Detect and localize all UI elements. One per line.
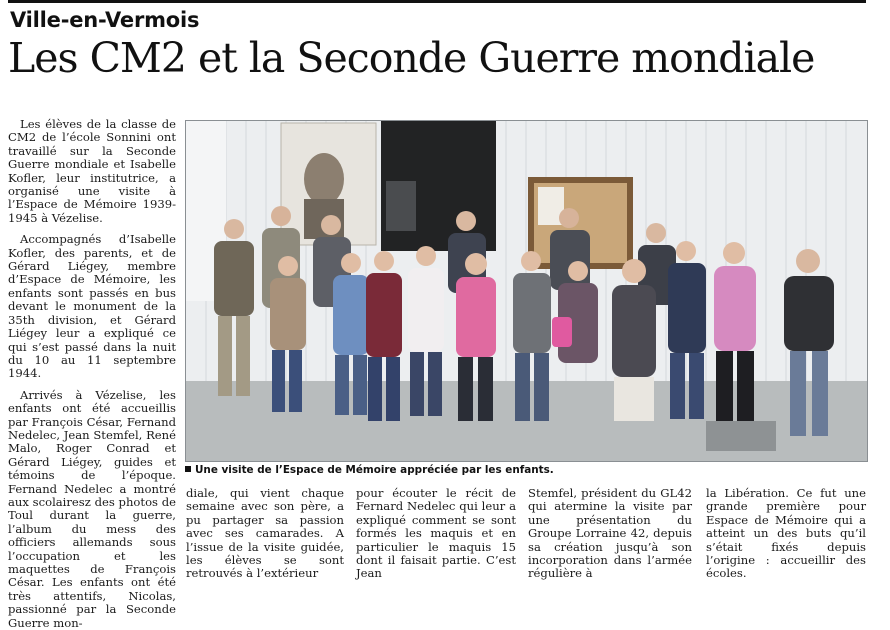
column-3-text: pour écouter le récit de Fernard Nedelec qui leur a expliqué comment se sont formés les maquis et en particulier le maquis 15 dont il faisait partie. C’est Jean <box>356 486 516 581</box>
column-4-text: Stemfel, président du GL42 qui atermine la visite par une présentation du Groupe Lorraine 42, depuis sa création jusqu’à son incorporation dans l’armée régulière à <box>528 486 692 581</box>
article-headline: Les CM2 et la Seconde Guerre mondiale <box>8 34 815 82</box>
article-column-1 <box>8 117 176 630</box>
top-rule <box>8 0 866 3</box>
caption-text: Une visite de l’Espace de Mémoire appréciée par les enfants. <box>195 464 554 476</box>
article-column-2 <box>186 486 344 581</box>
article-photo <box>185 120 868 462</box>
caption-square-icon <box>185 466 191 472</box>
article-column-3 <box>356 486 516 581</box>
paragraph-2: Accompagnés d’Isabelle Kofler, des parents, et de Gérard Liégey, membre d’Espace de Mémoire, les enfants sont passés en bus devant le monument de la 35th division, et Gérard Liégey leur a expliqué ce qui s’est passé dans la nuit du 10 au 11 septembre 1944. <box>8 232 176 381</box>
column-2-text: diale, qui vient chaque semaine avec son père, a pu partager sa passion avec ses camarades. A l’issue de la visite guidée, les élèves se sont retrouvés à l’extérieur <box>186 486 344 581</box>
article-column-5 <box>706 486 866 581</box>
photo-caption <box>185 464 866 476</box>
article-kicker: Ville-en-Vermois <box>10 8 200 32</box>
article-column-4 <box>528 486 692 581</box>
paragraph-1: Les élèves de la classe de CM2 de l’école Sonnini ont travaillé sur la Seconde Guerre mondiale et Isabelle Kofler, leur institutrice, a organisé une visite à l’Espace de Mémoire 1939-1945 à Vézelise. <box>8 117 176 225</box>
column-5-text: la Libération. Ce fut une grande première pour Espace de Mémoire qui a atteint un des buts qu’il s’était fixés depuis l’origine : accueillir des écoles. <box>706 486 866 581</box>
paragraph-3: Arrivés à Vézelise, les enfants ont été accueillis par François César, Fernand Nedelec, Jean Stemfel, René Malo, Roger Conrad et Gérard Liégey, guides et témoins de l’époque. Fernand Nedelec a montré aux scolairesz des photos de Toul durant la guerre, l’album du mess des officiers allemands sous l’occupation et les maquettes de François César. Les enfants ont été très attentifs, Nicolas, passionné par la Seconde Guerre mon- <box>8 387 176 630</box>
